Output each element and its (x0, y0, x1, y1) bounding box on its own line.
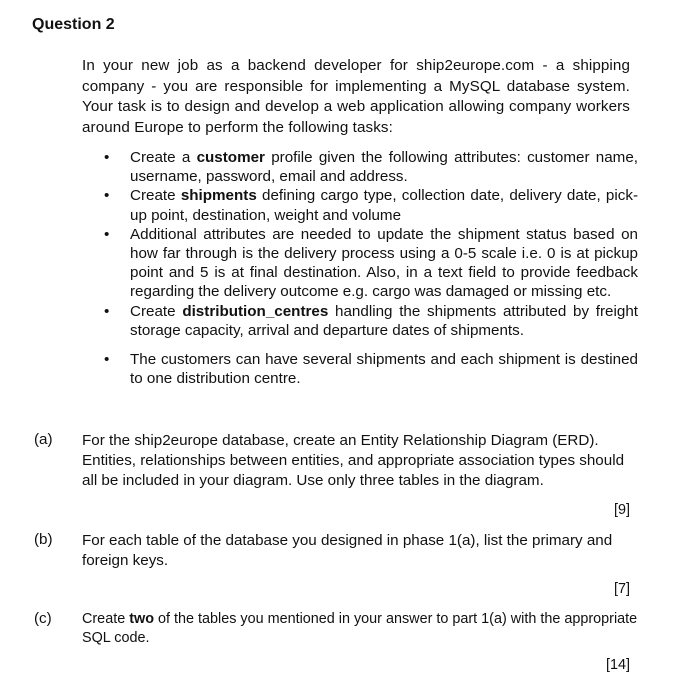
part-b-text: For each table of the database you designed in phase 1(a), list the primary and foreign keys. (82, 532, 613, 569)
bullet-icon: • (104, 351, 110, 369)
list-item: • Additional attributes are needed to update the shipment status based on how far through is the delivery process using a 0-5 scale i.e. 0 is at pickup point and 5 is at final destination. Also, in a text field to provide feedback regarding the delivery outcome e.g. cargo was damaged or missing etc. (104, 225, 638, 301)
bullet-icon: • (104, 225, 110, 243)
bullet-icon: • (104, 187, 110, 205)
task-list (104, 148, 638, 388)
list-item: • Create distribution_centres handling the shipments attributed by freight storage capacity, arrival and departure dates of shipments. (104, 302, 638, 339)
part-a-text: For the ship2europe database, create an Entity Relationship Diagram (ERD). Entities, relationships between entities, and appropriate association types should all be included in your diagram. Use only three tables in the diagram. (82, 432, 625, 489)
list-item: • Create a customer profile given the following attributes: customer name, username, password, email and address. (104, 149, 638, 186)
part-a-label: (a) (34, 431, 53, 448)
part-b-label: (b) (34, 531, 53, 548)
keyword-bold: shipments (180, 187, 257, 205)
bullet-icon: • (104, 149, 110, 166)
list-item: • Create shipments defining cargo type, collection date, delivery date, pick-up point, destination, weight and volume (104, 187, 638, 224)
list-item: • The customers can have several shipments and each shipment is destined to one distribution centre. (104, 351, 638, 388)
intro-paragraph: In your new job as a backend developer for ship2europe.com - a shipping company - you are responsible for implementing a MySQL database system. Your task is to design and develop a web application allowing company workers around Europe to perform the following tasks: (82, 57, 630, 136)
part-b-marks: [7] (614, 581, 630, 597)
bullet-icon: • (104, 302, 110, 320)
part-c-text: Create two of the tables you mentioned in your answer to part 1(a) with the appropriate SQL code. (82, 611, 638, 646)
part-c-label: (c) (34, 610, 52, 627)
part-c-marks: [14] (605, 657, 630, 673)
keyword-bold: two (129, 611, 154, 627)
keyword-bold: customer (196, 149, 265, 166)
keyword-bold: distribution_centres (182, 302, 329, 320)
question-title: Question 2 (32, 16, 115, 33)
part-a-marks: [9] (614, 502, 630, 518)
